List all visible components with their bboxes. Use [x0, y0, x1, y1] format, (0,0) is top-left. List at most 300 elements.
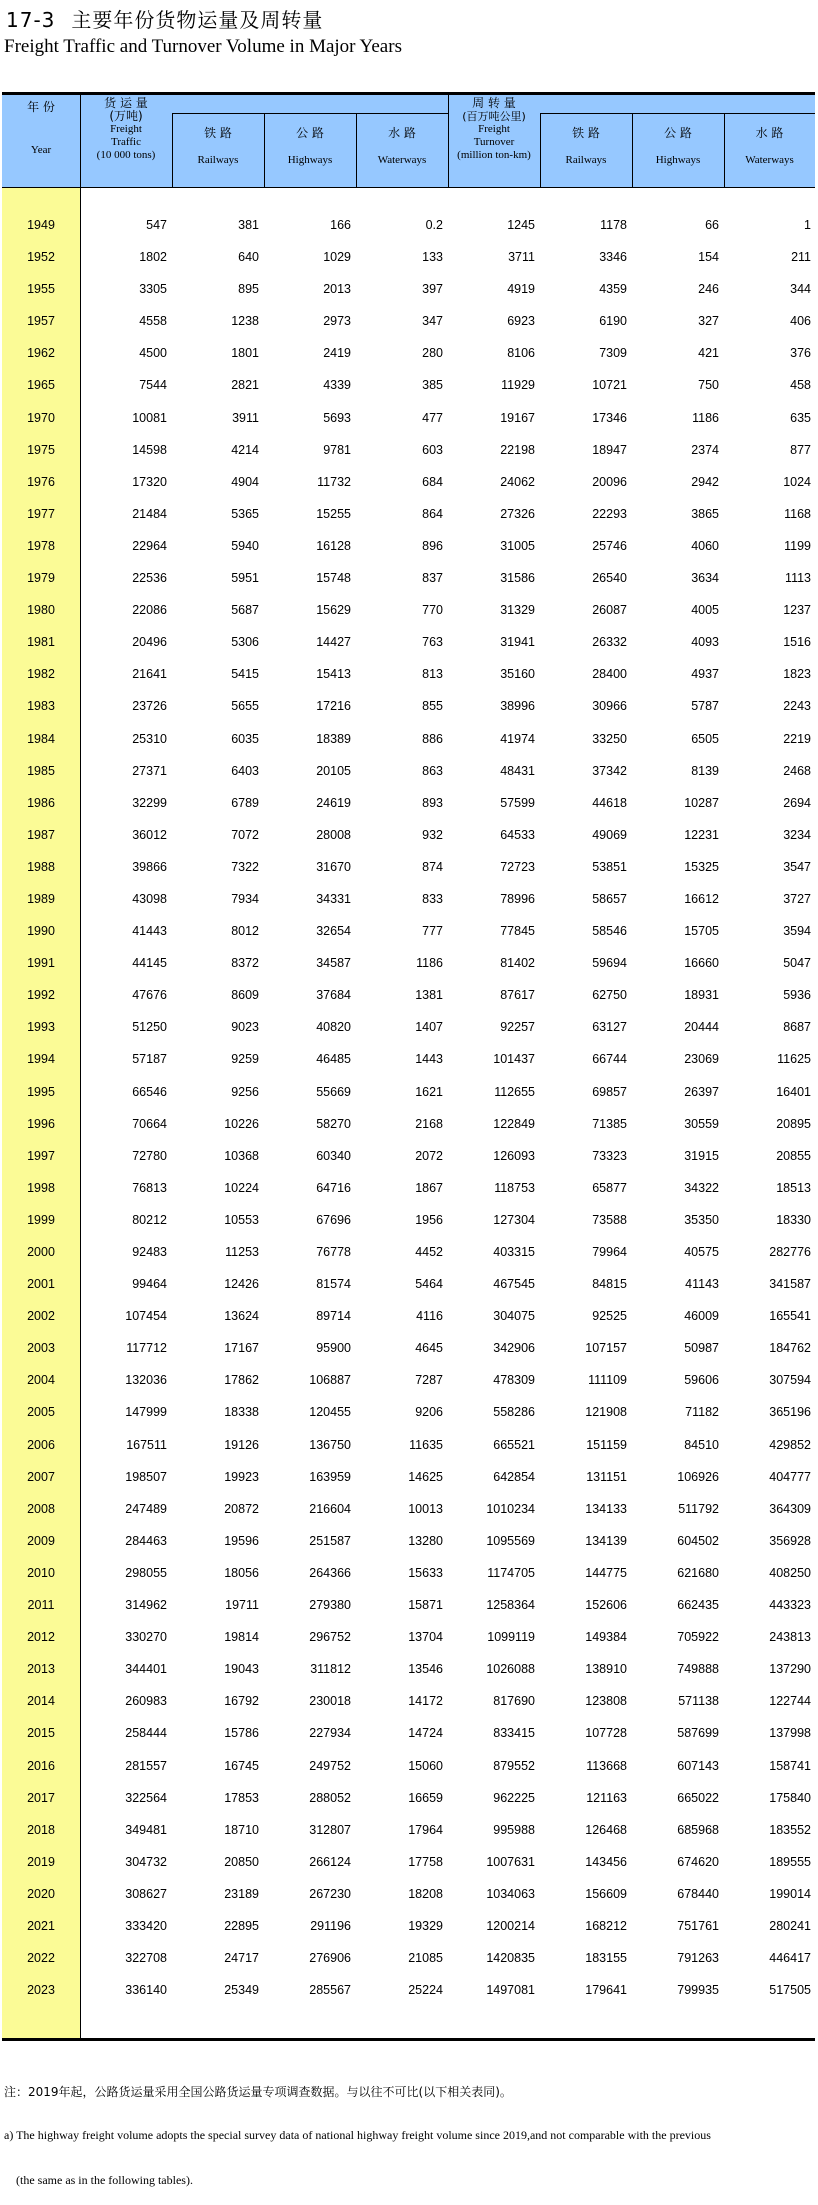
freight-traffic-cell: 41443 — [132, 924, 167, 939]
turnover-highways-cell: 20444 — [684, 1020, 719, 1035]
traffic-waterways-cell: 4645 — [415, 1341, 443, 1356]
turnover-waterways-cell: 365196 — [769, 1405, 811, 1420]
traffic-railways-cell: 9256 — [231, 1084, 259, 1099]
table-row — [2, 274, 815, 306]
table-row — [2, 1430, 815, 1462]
freight-turnover-cell: 127304 — [493, 1212, 535, 1227]
freight-traffic-cell: 92483 — [132, 1245, 167, 1259]
year-cell: 1983 — [27, 699, 55, 714]
traffic-railways-cell: 16745 — [224, 1758, 259, 1773]
table-row — [2, 1397, 815, 1429]
turnover-waterways-cell: 5936 — [783, 988, 811, 1003]
traffic-highways-cell: 15748 — [316, 571, 351, 586]
traffic-highways-cell: 15629 — [316, 603, 351, 618]
traffic-railways-cell: 12426 — [224, 1277, 259, 1292]
year-cell: 2023 — [27, 1983, 55, 1998]
turnover-highways-cell: 4093 — [691, 635, 719, 650]
traffic-waterways-cell: 4452 — [415, 1245, 443, 1259]
traffic-waterways-cell: 385 — [422, 378, 443, 393]
turnover-waterways-cell: 282776 — [769, 1245, 811, 1259]
turnover-highways-cell: 4937 — [691, 667, 719, 682]
traffic-waterways-cell: 477 — [422, 410, 443, 425]
turnover-waterways-cell: 408250 — [769, 1565, 811, 1580]
traffic-highways-cell: 163959 — [309, 1469, 351, 1484]
turnover-waterways-cell: 2219 — [783, 731, 811, 746]
turnover-railways-cell: 59694 — [592, 956, 627, 971]
freight-traffic-cell: 21484 — [132, 506, 167, 521]
year-cell: 1998 — [27, 1180, 55, 1195]
freight-traffic-cell: 147999 — [125, 1405, 167, 1420]
freight-traffic-cell: 1802 — [139, 250, 167, 265]
year-cell: 2007 — [27, 1469, 55, 1484]
table-row — [2, 1109, 815, 1141]
traffic-waterways-cell: 813 — [422, 667, 443, 682]
turnover-railways-cell: 71385 — [592, 1116, 627, 1131]
traffic-highways-cell: 89714 — [316, 1309, 351, 1324]
traffic-highways-cell: 24619 — [316, 795, 351, 810]
table-row — [2, 724, 815, 756]
turnover-highways-cell: 2942 — [691, 474, 719, 489]
turnover-highways-cell: 604502 — [677, 1533, 719, 1548]
freight-traffic-cell: 117712 — [126, 1341, 167, 1356]
turnover-railways-cell: 58657 — [592, 891, 627, 906]
turnover-waterways-cell: 446417 — [769, 1951, 811, 1966]
freight-turnover-cell: 64533 — [500, 827, 535, 842]
traffic-highways-cell: 166 — [330, 218, 351, 232]
traffic-highways-cell: 67696 — [316, 1212, 351, 1227]
traffic-railways-cell: 381 — [238, 218, 259, 232]
freight-turnover-cell: 4919 — [507, 282, 535, 297]
traffic-highways-cell: 58270 — [316, 1116, 351, 1131]
traffic-highways-cell: 288052 — [309, 1790, 351, 1805]
turnover-railways-cell: 131151 — [586, 1469, 627, 1484]
turnover-highways-cell: 3634 — [691, 571, 719, 586]
turnover-waterways-cell: 1113 — [785, 571, 811, 586]
turnover-railways-cell: 138910 — [585, 1662, 627, 1677]
turnover-waterways-cell: 189555 — [769, 1854, 811, 1869]
year-cell: 1985 — [27, 763, 55, 778]
freight-traffic-cell: 10081 — [132, 410, 167, 425]
table-row — [2, 820, 815, 852]
year-cell: 1990 — [27, 924, 55, 939]
turnover-waterways-cell: 406 — [790, 314, 811, 329]
turnover-railways-cell: 152606 — [585, 1598, 627, 1613]
traffic-railways-cell: 5940 — [231, 538, 259, 553]
freight-turnover-cell: 1200214 — [486, 1918, 535, 1933]
header-turnover-highways: 公 路 Highways — [655, 126, 701, 166]
year-cell: 1965 — [27, 378, 55, 393]
freight-turnover-cell: 72723 — [500, 859, 535, 874]
table-row — [2, 531, 815, 563]
table-row — [2, 242, 815, 274]
freight-turnover-cell: 27326 — [500, 506, 535, 521]
traffic-waterways-cell: 896 — [422, 538, 443, 553]
traffic-waterways-cell: 1867 — [415, 1180, 443, 1195]
freight-turnover-cell: 118753 — [494, 1180, 535, 1195]
turnover-highways-cell: 23069 — [684, 1052, 719, 1067]
table-title-cn-text: 主要年份货物运量及周转量 — [71, 8, 324, 32]
traffic-highways-cell: 279380 — [309, 1598, 351, 1613]
table-row — [2, 1333, 815, 1365]
traffic-railways-cell: 25349 — [224, 1983, 259, 1998]
traffic-highways-cell: 4339 — [323, 378, 351, 393]
turnover-highways-cell: 421 — [698, 346, 719, 361]
turnover-highways-cell: 2374 — [691, 442, 719, 457]
turnover-waterways-cell: 3594 — [783, 924, 811, 939]
turnover-railways-cell: 107728 — [585, 1726, 627, 1741]
turnover-highways-cell: 35350 — [684, 1212, 719, 1227]
traffic-waterways-cell: 7287 — [415, 1373, 443, 1388]
turnover-waterways-cell: 175840 — [769, 1790, 811, 1805]
turnover-highways-cell: 154 — [698, 250, 719, 265]
traffic-highways-cell: 216604 — [309, 1501, 351, 1516]
freight-traffic-cell: 70664 — [132, 1116, 167, 1131]
turnover-railways-cell: 134133 — [585, 1501, 627, 1516]
header-turnover-waterways: 水 路 Waterways — [745, 126, 794, 166]
turnover-waterways-cell: 1 — [804, 218, 811, 232]
traffic-railways-cell: 18338 — [224, 1405, 259, 1420]
traffic-railways-cell: 20850 — [224, 1854, 259, 1869]
freight-traffic-cell: 344401 — [125, 1662, 167, 1677]
table-row — [2, 1815, 815, 1847]
freight-traffic-cell: 39866 — [132, 859, 167, 874]
year-cell: 2016 — [27, 1758, 55, 1773]
traffic-waterways-cell: 133 — [422, 250, 443, 265]
traffic-railways-cell: 19596 — [224, 1533, 259, 1548]
turnover-highways-cell: 621680 — [677, 1565, 719, 1580]
traffic-highways-cell: 296752 — [309, 1630, 351, 1645]
year-cell: 1957 — [27, 314, 55, 329]
traffic-highways-cell: 15413 — [316, 667, 351, 682]
turnover-railways-cell: 20096 — [592, 474, 627, 489]
table-row — [2, 788, 815, 820]
traffic-highways-cell: 40820 — [316, 1020, 351, 1035]
freight-traffic-cell: 3305 — [139, 282, 167, 297]
traffic-waterways-cell: 2072 — [415, 1148, 443, 1163]
traffic-highways-cell: 95900 — [316, 1341, 351, 1356]
traffic-railways-cell: 20872 — [224, 1501, 259, 1516]
turnover-railways-cell: 126468 — [585, 1822, 627, 1837]
table-row — [2, 435, 815, 467]
traffic-waterways-cell: 1443 — [415, 1052, 443, 1067]
turnover-waterways-cell: 122744 — [769, 1694, 811, 1709]
traffic-railways-cell: 10226 — [224, 1116, 259, 1131]
freight-traffic-cell: 308627 — [125, 1886, 167, 1901]
turnover-highways-cell: 685968 — [677, 1822, 719, 1837]
year-cell: 2005 — [27, 1405, 55, 1420]
turnover-railways-cell: 121908 — [585, 1405, 627, 1420]
traffic-highways-cell: 34587 — [316, 956, 351, 971]
freight-traffic-cell: 281557 — [125, 1758, 167, 1773]
traffic-railways-cell: 9259 — [231, 1052, 259, 1067]
turnover-waterways-cell: 137998 — [769, 1726, 811, 1741]
traffic-railways-cell: 10553 — [224, 1212, 259, 1227]
turnover-waterways-cell: 341587 — [769, 1277, 811, 1292]
turnover-highways-cell: 59606 — [684, 1373, 719, 1388]
table-row — [2, 1686, 815, 1718]
turnover-highways-cell: 246 — [698, 282, 719, 297]
traffic-waterways-cell: 837 — [422, 571, 443, 586]
traffic-waterways-cell: 770 — [422, 603, 443, 618]
freight-turnover-cell: 57599 — [500, 795, 535, 810]
freight-turnover-cell: 1420835 — [486, 1951, 535, 1966]
traffic-railways-cell: 24717 — [224, 1951, 259, 1966]
table-row — [2, 1911, 815, 1943]
traffic-highways-cell: 14427 — [316, 635, 351, 650]
freight-turnover-cell: 38996 — [500, 699, 535, 714]
year-cell: 2002 — [27, 1309, 55, 1324]
traffic-railways-cell: 11253 — [225, 1245, 259, 1259]
traffic-waterways-cell: 17758 — [408, 1854, 443, 1869]
traffic-waterways-cell: 863 — [422, 763, 443, 778]
freight-traffic-cell: 36012 — [132, 827, 167, 842]
freight-turnover-cell: 8106 — [507, 346, 535, 361]
freight-turnover-cell: 467545 — [493, 1277, 535, 1292]
turnover-highways-cell: 8139 — [691, 763, 719, 778]
freight-turnover-cell: 92257 — [500, 1020, 535, 1035]
turnover-railways-cell: 149384 — [585, 1630, 627, 1645]
turnover-waterways-cell: 211 — [791, 250, 811, 265]
freight-traffic-cell: 4500 — [139, 346, 167, 361]
table-row — [2, 948, 815, 980]
freight-traffic-cell: 314962 — [125, 1598, 167, 1613]
traffic-railways-cell: 15786 — [224, 1726, 259, 1741]
year-cell: 1955 — [27, 282, 55, 297]
freight-turnover-cell: 403315 — [493, 1245, 535, 1259]
freight-turnover-cell: 1258364 — [486, 1598, 535, 1613]
table-row — [2, 1590, 815, 1622]
traffic-waterways-cell: 932 — [422, 827, 443, 842]
traffic-railways-cell: 22895 — [224, 1918, 259, 1933]
year-cell: 2015 — [27, 1726, 55, 1741]
traffic-highways-cell: 60340 — [316, 1148, 351, 1163]
freight-traffic-cell: 99464 — [132, 1277, 167, 1292]
traffic-waterways-cell: 1956 — [415, 1212, 443, 1227]
turnover-waterways-cell: 307594 — [769, 1373, 811, 1388]
turnover-railways-cell: 30966 — [592, 699, 627, 714]
turnover-railways-cell: 44618 — [592, 795, 627, 810]
turnover-railways-cell: 73323 — [592, 1148, 627, 1163]
traffic-waterways-cell: 347 — [422, 314, 443, 329]
year-cell: 1988 — [27, 859, 55, 874]
freight-traffic-cell: 330270 — [125, 1630, 167, 1645]
freight-turnover-cell: 1174705 — [487, 1565, 535, 1580]
turnover-waterways-cell: 18330 — [776, 1212, 811, 1227]
freight-turnover-cell: 112655 — [494, 1084, 535, 1099]
freight-traffic-cell: 22536 — [132, 571, 167, 586]
turnover-waterways-cell: 1823 — [783, 667, 811, 682]
traffic-waterways-cell: 25224 — [408, 1983, 443, 1998]
turnover-waterways-cell: 1237 — [783, 603, 811, 618]
turnover-highways-cell: 106926 — [677, 1469, 719, 1484]
header-freight-turnover: 周 转 量 (百万吨公里) Freight Turnover (million ton-km) — [457, 96, 531, 161]
traffic-railways-cell: 8012 — [231, 924, 259, 939]
table-row — [2, 210, 815, 242]
year-cell: 1976 — [27, 474, 55, 489]
year-cell: 1952 — [27, 250, 55, 265]
traffic-railways-cell: 1801 — [231, 346, 259, 361]
traffic-waterways-cell: 19329 — [408, 1918, 443, 1933]
turnover-railways-cell: 7309 — [599, 346, 627, 361]
turnover-waterways-cell: 404777 — [769, 1469, 811, 1484]
traffic-highways-cell: 2973 — [323, 314, 351, 329]
table-row — [2, 1141, 815, 1173]
freight-traffic-cell: 167511 — [126, 1437, 167, 1452]
traffic-railways-cell: 3911 — [232, 410, 259, 425]
freight-traffic-cell: 32299 — [132, 795, 167, 810]
year-cell: 1980 — [27, 603, 55, 618]
freight-traffic-cell: 57187 — [132, 1052, 167, 1067]
header-turnover-railways: 铁 路 Railways — [565, 126, 607, 166]
traffic-waterways-cell: 864 — [422, 506, 443, 521]
turnover-railways-cell: 33250 — [592, 731, 627, 746]
turnover-highways-cell: 10287 — [684, 795, 719, 810]
turnover-waterways-cell: 137290 — [769, 1662, 811, 1677]
traffic-waterways-cell: 10013 — [408, 1501, 443, 1516]
year-cell: 1999 — [27, 1212, 55, 1227]
turnover-highways-cell: 571138 — [678, 1694, 719, 1709]
turnover-highways-cell: 3865 — [691, 506, 719, 521]
freight-traffic-cell: 66546 — [132, 1084, 167, 1099]
traffic-highways-cell: 291196 — [310, 1918, 351, 1933]
table-row — [2, 595, 815, 627]
turnover-railways-cell: 62750 — [592, 988, 627, 1003]
traffic-waterways-cell: 15633 — [408, 1565, 443, 1580]
turnover-waterways-cell: 3727 — [783, 891, 811, 906]
turnover-railways-cell: 183155 — [585, 1951, 627, 1966]
traffic-railways-cell: 17862 — [224, 1373, 259, 1388]
freight-traffic-cell: 43098 — [132, 891, 167, 906]
table-row — [2, 403, 815, 435]
turnover-highways-cell: 26397 — [684, 1084, 719, 1099]
traffic-waterways-cell: 855 — [422, 699, 443, 714]
traffic-waterways-cell: 18208 — [408, 1886, 443, 1901]
turnover-highways-cell: 799935 — [677, 1983, 719, 1998]
freight-traffic-cell: 22086 — [132, 603, 167, 618]
freight-turnover-cell: 1007631 — [486, 1854, 535, 1869]
freight-traffic-cell: 72780 — [132, 1148, 167, 1163]
traffic-highways-cell: 276906 — [309, 1951, 351, 1966]
traffic-highways-cell: 20105 — [316, 763, 351, 778]
turnover-railways-cell: 10721 — [592, 378, 627, 393]
turnover-waterways-cell: 2468 — [783, 763, 811, 778]
freight-traffic-cell: 284463 — [125, 1533, 167, 1548]
traffic-railways-cell: 4904 — [231, 474, 259, 489]
table-row — [2, 1558, 815, 1590]
year-cell: 1987 — [27, 827, 55, 842]
year-cell: 2021 — [27, 1918, 55, 1933]
traffic-railways-cell: 4214 — [231, 442, 259, 457]
traffic-waterways-cell: 874 — [422, 859, 443, 874]
traffic-highways-cell: 32654 — [316, 924, 351, 939]
freight-traffic-cell: 47676 — [132, 988, 167, 1003]
table-row — [2, 1654, 815, 1686]
year-cell: 1975 — [27, 442, 55, 457]
turnover-waterways-cell: 356928 — [769, 1533, 811, 1548]
freight-turnover-cell: 962225 — [493, 1790, 535, 1805]
year-cell: 1996 — [27, 1116, 55, 1131]
turnover-waterways-cell: 20895 — [776, 1116, 811, 1131]
traffic-waterways-cell: 15871 — [408, 1598, 443, 1613]
traffic-waterways-cell: 763 — [422, 635, 443, 650]
turnover-railways-cell: 3346 — [599, 250, 627, 265]
turnover-waterways-cell: 183552 — [769, 1822, 811, 1837]
traffic-highways-cell: 16128 — [316, 538, 351, 553]
turnover-railways-cell: 63127 — [592, 1020, 627, 1035]
turnover-waterways-cell: 158741 — [769, 1758, 811, 1773]
turnover-highways-cell: 30559 — [684, 1116, 719, 1131]
traffic-railways-cell: 19126 — [224, 1437, 259, 1452]
turnover-waterways-cell: 184762 — [769, 1341, 811, 1356]
freight-turnover-cell: 31586 — [500, 571, 535, 586]
traffic-highways-cell: 9781 — [323, 442, 351, 457]
turnover-railways-cell: 26332 — [592, 635, 627, 650]
table-row — [2, 627, 815, 659]
freight-turnover-cell: 24062 — [500, 474, 535, 489]
turnover-railways-cell: 168212 — [585, 1918, 627, 1933]
turnover-highways-cell: 40575 — [684, 1245, 719, 1259]
turnover-waterways-cell: 2694 — [783, 795, 811, 810]
freight-turnover-cell: 1010234 — [486, 1501, 535, 1516]
traffic-railways-cell: 2821 — [231, 378, 259, 393]
year-cell: 2019 — [27, 1854, 55, 1869]
traffic-highways-cell: 2419 — [323, 346, 351, 361]
traffic-railways-cell: 7934 — [231, 891, 259, 906]
freight-turnover-cell: 1099119 — [487, 1630, 535, 1645]
traffic-waterways-cell: 16659 — [408, 1790, 443, 1805]
turnover-railways-cell: 69857 — [592, 1084, 627, 1099]
turnover-railways-cell: 26540 — [592, 571, 627, 586]
year-cell: 2013 — [27, 1662, 55, 1677]
traffic-railways-cell: 6403 — [231, 763, 259, 778]
year-cell: 1991 — [27, 956, 55, 971]
turnover-highways-cell: 749888 — [677, 1662, 719, 1677]
turnover-railways-cell: 22293 — [592, 506, 627, 521]
table-row — [2, 659, 815, 691]
table-row — [2, 467, 815, 499]
table-row — [2, 1365, 815, 1397]
table-row — [2, 370, 815, 402]
table-row — [2, 1847, 815, 1879]
traffic-highways-cell: 28008 — [316, 827, 351, 842]
turnover-waterways-cell: 429852 — [769, 1437, 811, 1452]
table-row — [2, 756, 815, 788]
traffic-highways-cell: 11732 — [317, 474, 351, 489]
freight-traffic-cell: 23726 — [132, 699, 167, 714]
table-row — [2, 1943, 815, 1975]
freight-table — [2, 92, 815, 2041]
traffic-highways-cell: 81574 — [316, 1277, 351, 1292]
traffic-railways-cell: 6035 — [231, 731, 259, 746]
table-row — [2, 1526, 815, 1558]
turnover-railways-cell: 18947 — [592, 442, 627, 457]
freight-turnover-cell: 31941 — [500, 635, 535, 650]
year-cell: 1970 — [27, 410, 55, 425]
traffic-waterways-cell: 603 — [422, 442, 443, 457]
traffic-waterways-cell: 4116 — [416, 1309, 443, 1324]
year-cell: 2003 — [27, 1341, 55, 1356]
traffic-waterways-cell: 280 — [422, 346, 443, 361]
traffic-waterways-cell: 21085 — [408, 1951, 443, 1966]
turnover-highways-cell: 662435 — [677, 1598, 719, 1613]
traffic-waterways-cell: 893 — [422, 795, 443, 810]
turnover-highways-cell: 511792 — [678, 1501, 719, 1516]
freight-traffic-cell: 22964 — [132, 538, 167, 553]
freight-traffic-cell: 304732 — [125, 1854, 167, 1869]
year-cell: 2017 — [27, 1790, 55, 1805]
turnover-railways-cell: 73588 — [592, 1212, 627, 1227]
table-row — [2, 1269, 815, 1301]
